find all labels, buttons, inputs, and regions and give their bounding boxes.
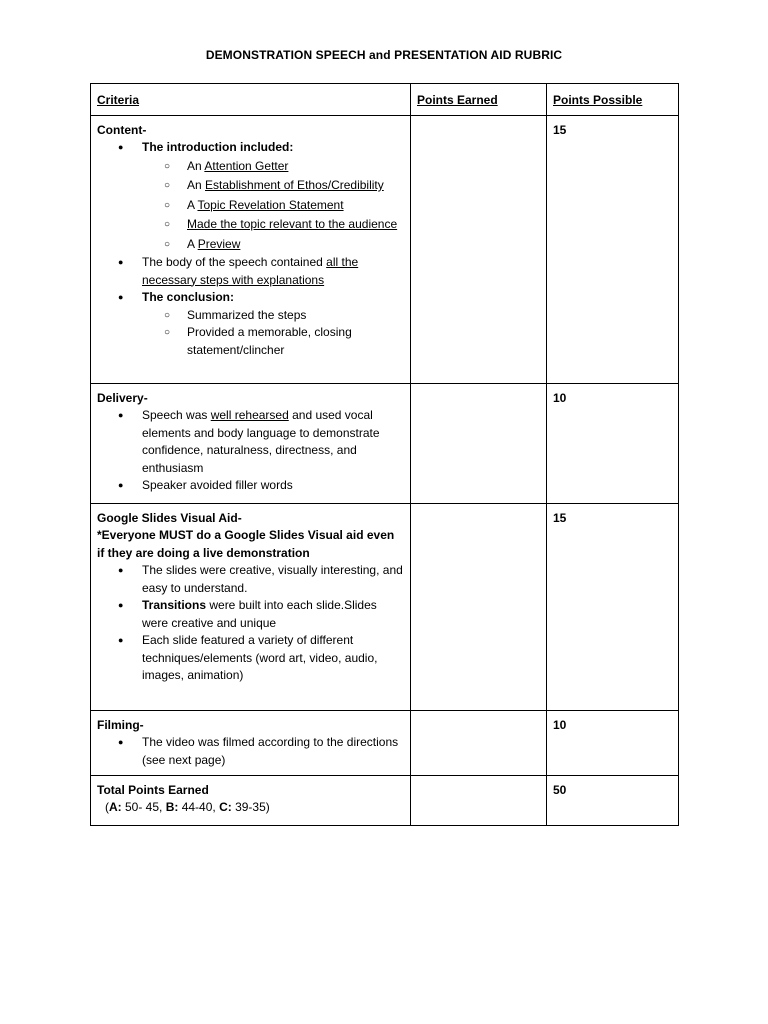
- intro-subitem-prefix: A: [187, 236, 198, 251]
- delivery-heading: Delivery-: [97, 390, 148, 405]
- delivery-text: Speech was: [142, 408, 211, 422]
- filming-item: ● The video was filmed according to the directions (see next page): [97, 734, 404, 769]
- grade-c-range: 39-35): [231, 800, 270, 814]
- filming-points-possible: 10: [547, 710, 679, 775]
- intro-subitem-term: Establishment of Ethos/Credibility: [205, 178, 384, 192]
- filming-list: [97, 734, 404, 769]
- intro-subitem-prefix: An: [187, 158, 205, 173]
- conclusion-label: The conclusion:: [142, 290, 235, 304]
- criteria-header: [91, 84, 411, 116]
- page-title: DEMONSTRATION SPEECH and PRESENTATION AID RUBRIC: [205, 48, 563, 62]
- total-label: Total Points Earned: [97, 782, 209, 797]
- body-item: [97, 254, 404, 289]
- points-possible-header-label: Points Possible: [553, 93, 643, 107]
- criteria-header-label: Criteria: [97, 93, 140, 107]
- intro-subitem-preview: [142, 235, 404, 255]
- grade-b-range: 44-40,: [178, 800, 220, 814]
- conclusion-item: [97, 289, 404, 359]
- grade-c-letter: C:: [219, 800, 232, 814]
- body-text: The body of the speech contained: [142, 255, 327, 269]
- grade-b-letter: B:: [165, 800, 179, 814]
- points-possible-header: [547, 84, 679, 116]
- body-emphasis: all the necessary steps with explanations: [142, 255, 359, 287]
- intro-subitem-term: Preview: [197, 236, 241, 251]
- conclusion-subitem: ○ Summarized the steps: [142, 307, 404, 325]
- intro-subitem-term: Attention Getter: [204, 158, 289, 173]
- slides-item: ● The slides were creative, visually interesting, and easy to understand.: [97, 562, 404, 597]
- intro-item: [97, 139, 404, 254]
- filming-points-earned-cell: [411, 710, 547, 775]
- header-row: [91, 84, 679, 116]
- delivery-criteria-cell: [91, 383, 411, 503]
- grade-a-letter: A:: [109, 800, 122, 814]
- grade-a-range: 50- 45,: [121, 800, 166, 814]
- filming-row: [91, 710, 679, 775]
- grade-scale-paren: (: [105, 800, 109, 814]
- slides-note: *Everyone MUST do a Google Slides Visual aid even if they are doing a live demonstration: [97, 528, 395, 560]
- delivery-emphasis: well rehearsed: [210, 408, 289, 422]
- slides-item: [97, 597, 404, 632]
- intro-subitem-prefix: A: [187, 197, 198, 212]
- conclusion-subitem: ○ Provided a memorable, closing statement/clincher: [142, 324, 404, 359]
- content-heading: Content-: [97, 122, 147, 137]
- intro-sublist: [142, 157, 404, 255]
- intro-label: The introduction included:: [142, 140, 294, 154]
- delivery-list: [97, 407, 404, 495]
- total-points-possible: 50: [547, 775, 679, 825]
- intro-subitem-prefix: An: [187, 178, 206, 192]
- filming-heading: Filming-: [97, 717, 144, 732]
- intro-subitem-term: Topic Revelation Statement: [197, 197, 344, 212]
- total-points-earned-cell: [411, 775, 547, 825]
- total-row: [91, 775, 679, 825]
- total-criteria-cell: [91, 775, 411, 825]
- content-points-possible: 15: [547, 115, 679, 383]
- intro-subitem-relevance: [142, 215, 404, 235]
- conclusion-sublist: [142, 307, 404, 360]
- delivery-points-earned-cell: [411, 383, 547, 503]
- intro-subitem-term: Made the topic relevant to the audience: [187, 217, 398, 231]
- delivery-item: ● Speaker avoided filler words: [97, 477, 404, 495]
- content-criteria-cell: [91, 115, 411, 383]
- delivery-item: [97, 407, 404, 477]
- slides-item: ● Each slide featured a variety of different techniques/elements (word art, video, audio, images, animation): [97, 632, 404, 685]
- intro-subitem-ethos: [142, 176, 404, 196]
- points-earned-header: [411, 84, 547, 116]
- rubric-table: [90, 83, 679, 826]
- intro-subitem-topic: [142, 196, 404, 216]
- intro-subitem-attention: [142, 157, 404, 177]
- slides-criteria-cell: [91, 503, 411, 710]
- points-earned-header-label: Points Earned: [417, 93, 498, 107]
- grade-scale: [97, 799, 404, 817]
- slides-heading: Google Slides Visual Aid-: [97, 510, 242, 525]
- content-points-earned-cell: [411, 115, 547, 383]
- slides-emphasis: Transitions: [142, 598, 207, 612]
- delivery-row: [91, 383, 679, 503]
- content-list: [97, 139, 404, 359]
- slides-text: were built into each slide.Slides were creative and unique: [142, 598, 377, 630]
- content-row: [91, 115, 679, 383]
- slides-points-earned-cell: [411, 503, 547, 710]
- delivery-text: and used vocal elements and body language to demonstrate confidence, naturalness, directness, and enthusiasm: [142, 408, 380, 475]
- slides-row: [91, 503, 679, 710]
- slides-points-possible: 15: [547, 503, 679, 710]
- filming-criteria-cell: [91, 710, 411, 775]
- slides-list: [97, 562, 404, 685]
- delivery-points-possible: 10: [547, 383, 679, 503]
